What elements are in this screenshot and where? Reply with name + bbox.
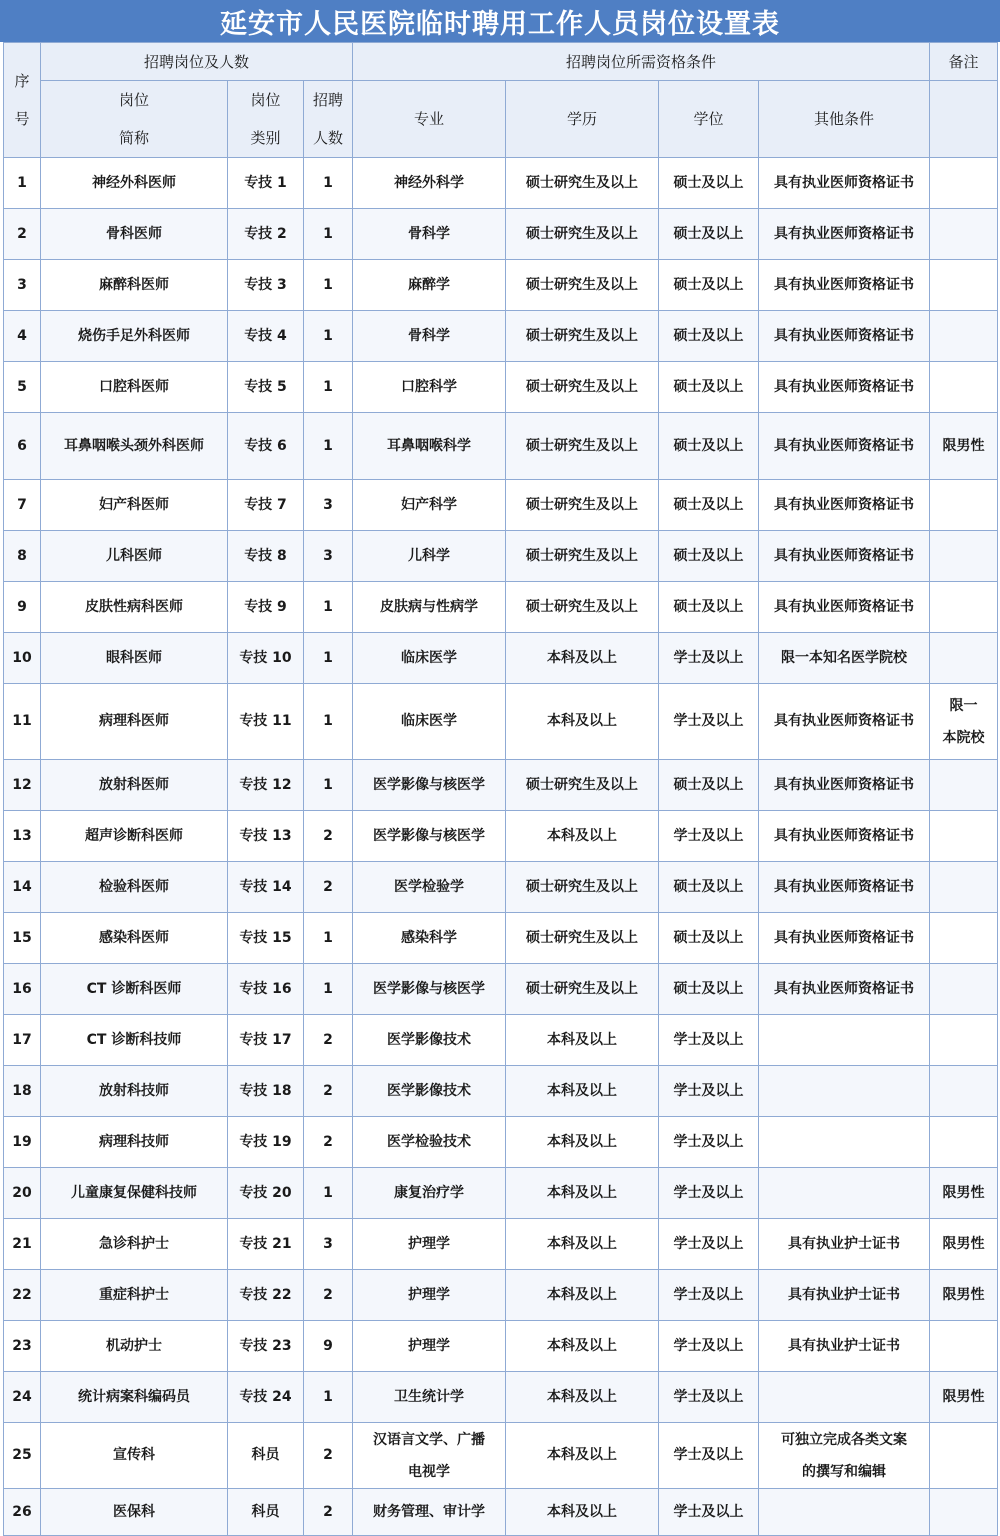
cell-post-name: 神经外科医师	[41, 158, 228, 209]
cell-post-type: 专技 13	[228, 811, 304, 862]
cell-major: 卫生统计学	[353, 1372, 506, 1423]
cell-seq: 17	[4, 1015, 41, 1066]
cell-education: 硕士研究生及以上	[506, 760, 659, 811]
cell-note	[930, 964, 998, 1015]
cell-seq: 25	[4, 1423, 41, 1489]
cell-post-name: 急诊科护士	[41, 1219, 228, 1270]
cell-education: 硕士研究生及以上	[506, 413, 659, 480]
header-degree: 学位	[659, 81, 759, 158]
cell-seq: 15	[4, 913, 41, 964]
cell-hire-count: 2	[304, 1489, 353, 1536]
table-row	[4, 209, 998, 260]
cell-hire-count: 1	[304, 311, 353, 362]
cell-major: 麻醉学	[353, 260, 506, 311]
cell-hire-count: 1	[304, 633, 353, 684]
cell-hire-count: 2	[304, 1117, 353, 1168]
cell-note: 限男性	[930, 1372, 998, 1423]
cell-post-name: 超声诊断科医师	[41, 811, 228, 862]
cell-post-type: 专技 17	[228, 1015, 304, 1066]
cell-major: 护理学	[353, 1321, 506, 1372]
cell-major: 医学影像技术	[353, 1015, 506, 1066]
cell-other	[759, 1372, 930, 1423]
table-row	[4, 1423, 998, 1489]
cell-hire-count: 1	[304, 582, 353, 633]
cell-degree: 硕士及以上	[659, 964, 759, 1015]
cell-degree: 学士及以上	[659, 811, 759, 862]
cell-education: 硕士研究生及以上	[506, 311, 659, 362]
cell-other: 具有执业医师资格证书	[759, 913, 930, 964]
cell-post-name: 统计病案科编码员	[41, 1372, 228, 1423]
cell-post-name: 医保科	[41, 1489, 228, 1536]
cell-degree: 硕士及以上	[659, 362, 759, 413]
header-hire-count: 招聘 人数	[304, 81, 353, 158]
cell-hire-count: 1	[304, 964, 353, 1015]
cell-note	[930, 1489, 998, 1536]
table-row	[4, 760, 998, 811]
cell-note	[930, 531, 998, 582]
cell-hire-count: 2	[304, 1423, 353, 1489]
cell-note: 限一 本院校	[930, 684, 998, 760]
cell-hire-count: 2	[304, 811, 353, 862]
cell-major: 感染科学	[353, 913, 506, 964]
header-seq: 序 号	[4, 43, 41, 158]
cell-other	[759, 1489, 930, 1536]
table-row	[4, 964, 998, 1015]
cell-education: 本科及以上	[506, 633, 659, 684]
cell-degree: 硕士及以上	[659, 760, 759, 811]
cell-other: 具有执业医师资格证书	[759, 760, 930, 811]
cell-post-name: 感染科医师	[41, 913, 228, 964]
cell-other: 具有执业医师资格证书	[759, 260, 930, 311]
cell-note: 限男性	[930, 1168, 998, 1219]
table-row	[4, 1321, 998, 1372]
cell-hire-count: 1	[304, 1168, 353, 1219]
table-row	[4, 362, 998, 413]
cell-hire-count: 1	[304, 362, 353, 413]
cell-major: 护理学	[353, 1270, 506, 1321]
cell-other: 具有执业医师资格证书	[759, 862, 930, 913]
cell-education: 硕士研究生及以上	[506, 913, 659, 964]
cell-degree: 学士及以上	[659, 1423, 759, 1489]
cell-education: 本科及以上	[506, 1168, 659, 1219]
table-row	[4, 684, 998, 760]
cell-major: 临床医学	[353, 684, 506, 760]
cell-seq: 10	[4, 633, 41, 684]
cell-post-type: 专技 16	[228, 964, 304, 1015]
cell-note	[930, 362, 998, 413]
cell-post-name: 骨科医师	[41, 209, 228, 260]
cell-post-name: 放射科技师	[41, 1066, 228, 1117]
cell-hire-count: 1	[304, 413, 353, 480]
table-row	[4, 811, 998, 862]
cell-post-type: 专技 14	[228, 862, 304, 913]
cell-seq: 18	[4, 1066, 41, 1117]
cell-post-name: CT 诊断科技师	[41, 1015, 228, 1066]
cell-hire-count: 9	[304, 1321, 353, 1372]
cell-post-type: 专技 22	[228, 1270, 304, 1321]
cell-hire-count: 2	[304, 1270, 353, 1321]
cell-degree: 学士及以上	[659, 1489, 759, 1536]
cell-other	[759, 1066, 930, 1117]
cell-degree: 学士及以上	[659, 633, 759, 684]
cell-seq: 5	[4, 362, 41, 413]
cell-seq: 8	[4, 531, 41, 582]
cell-major: 骨科学	[353, 209, 506, 260]
cell-note: 限男性	[930, 413, 998, 480]
cell-post-type: 专技 18	[228, 1066, 304, 1117]
cell-post-name: 儿科医师	[41, 531, 228, 582]
cell-hire-count: 1	[304, 684, 353, 760]
cell-education: 硕士研究生及以上	[506, 158, 659, 209]
cell-hire-count: 1	[304, 1372, 353, 1423]
cell-major: 耳鼻咽喉科学	[353, 413, 506, 480]
cell-education: 本科及以上	[506, 1015, 659, 1066]
cell-post-name: 口腔科医师	[41, 362, 228, 413]
cell-post-name: 机动护士	[41, 1321, 228, 1372]
table-row	[4, 1372, 998, 1423]
cell-post-type: 专技 7	[228, 480, 304, 531]
table-row	[4, 531, 998, 582]
cell-degree: 学士及以上	[659, 1372, 759, 1423]
cell-education: 硕士研究生及以上	[506, 362, 659, 413]
cell-major: 护理学	[353, 1219, 506, 1270]
cell-seq: 14	[4, 862, 41, 913]
cell-note	[930, 209, 998, 260]
cell-note: 限男性	[930, 1270, 998, 1321]
cell-note	[930, 1321, 998, 1372]
cell-post-type: 科员	[228, 1423, 304, 1489]
cell-other: 具有执业护士证书	[759, 1219, 930, 1270]
cell-seq: 19	[4, 1117, 41, 1168]
header-post-type: 岗位 类别	[228, 81, 304, 158]
table-row	[4, 1489, 998, 1536]
cell-education: 硕士研究生及以上	[506, 209, 659, 260]
cell-other: 具有执业医师资格证书	[759, 311, 930, 362]
table-body	[4, 158, 998, 1536]
table-title: 延安市人民医院临时聘用工作人员岗位设置表	[0, 0, 1000, 42]
cell-education: 本科及以上	[506, 1219, 659, 1270]
cell-other	[759, 1015, 930, 1066]
cell-note: 限男性	[930, 1219, 998, 1270]
cell-note	[930, 811, 998, 862]
cell-seq: 24	[4, 1372, 41, 1423]
table-row	[4, 633, 998, 684]
cell-seq: 23	[4, 1321, 41, 1372]
cell-degree: 学士及以上	[659, 1270, 759, 1321]
cell-post-type: 专技 1	[228, 158, 304, 209]
table-row	[4, 158, 998, 209]
cell-hire-count: 2	[304, 1066, 353, 1117]
cell-education: 本科及以上	[506, 1423, 659, 1489]
cell-post-type: 专技 15	[228, 913, 304, 964]
cell-degree: 硕士及以上	[659, 209, 759, 260]
cell-note	[930, 158, 998, 209]
cell-post-name: 病理科技师	[41, 1117, 228, 1168]
cell-post-type: 专技 5	[228, 362, 304, 413]
cell-major: 临床医学	[353, 633, 506, 684]
cell-degree: 学士及以上	[659, 1015, 759, 1066]
cell-education: 本科及以上	[506, 684, 659, 760]
header-group-post: 招聘岗位及人数	[41, 43, 353, 81]
cell-note	[930, 1423, 998, 1489]
position-table	[3, 42, 998, 1536]
cell-seq: 16	[4, 964, 41, 1015]
cell-other: 具有执业医师资格证书	[759, 209, 930, 260]
cell-major: 财务管理、审计学	[353, 1489, 506, 1536]
cell-other: 具有执业医师资格证书	[759, 582, 930, 633]
table-row	[4, 1015, 998, 1066]
cell-post-type: 专技 11	[228, 684, 304, 760]
cell-major: 康复治疗学	[353, 1168, 506, 1219]
cell-post-name: 妇产科医师	[41, 480, 228, 531]
cell-education: 硕士研究生及以上	[506, 964, 659, 1015]
cell-post-type: 专技 12	[228, 760, 304, 811]
cell-seq: 3	[4, 260, 41, 311]
cell-note	[930, 260, 998, 311]
cell-education: 硕士研究生及以上	[506, 480, 659, 531]
cell-education: 硕士研究生及以上	[506, 531, 659, 582]
cell-major: 口腔科学	[353, 362, 506, 413]
cell-major: 皮肤病与性病学	[353, 582, 506, 633]
cell-post-type: 专技 23	[228, 1321, 304, 1372]
cell-major: 医学影像技术	[353, 1066, 506, 1117]
cell-hire-count: 2	[304, 1015, 353, 1066]
cell-post-type: 专技 8	[228, 531, 304, 582]
cell-seq: 4	[4, 311, 41, 362]
cell-post-name: 检验科医师	[41, 862, 228, 913]
table-row	[4, 913, 998, 964]
cell-post-type: 专技 19	[228, 1117, 304, 1168]
cell-degree: 硕士及以上	[659, 311, 759, 362]
cell-post-name: 病理科医师	[41, 684, 228, 760]
header-row-group	[4, 43, 998, 81]
table-row	[4, 582, 998, 633]
cell-seq: 7	[4, 480, 41, 531]
cell-education: 硕士研究生及以上	[506, 862, 659, 913]
cell-other: 具有执业护士证书	[759, 1270, 930, 1321]
cell-other: 限一本知名医学院校	[759, 633, 930, 684]
cell-other: 具有执业医师资格证书	[759, 158, 930, 209]
cell-note	[930, 760, 998, 811]
cell-other: 具有执业医师资格证书	[759, 531, 930, 582]
header-post-name: 岗位 简称	[41, 81, 228, 158]
cell-seq: 11	[4, 684, 41, 760]
header-note: 备注	[930, 43, 998, 81]
cell-post-name: 耳鼻咽喉头颈外科医师	[41, 413, 228, 480]
cell-note	[930, 1015, 998, 1066]
header-other: 其他条件	[759, 81, 930, 158]
cell-degree: 硕士及以上	[659, 582, 759, 633]
cell-major: 医学影像与核医学	[353, 964, 506, 1015]
cell-education: 本科及以上	[506, 1066, 659, 1117]
cell-seq: 6	[4, 413, 41, 480]
cell-other: 具有执业医师资格证书	[759, 684, 930, 760]
cell-note	[930, 480, 998, 531]
table-row	[4, 1219, 998, 1270]
table-row	[4, 480, 998, 531]
table-row	[4, 260, 998, 311]
cell-degree: 硕士及以上	[659, 413, 759, 480]
cell-post-name: CT 诊断科医师	[41, 964, 228, 1015]
cell-post-type: 专技 21	[228, 1219, 304, 1270]
cell-major: 医学影像与核医学	[353, 811, 506, 862]
cell-post-type: 专技 9	[228, 582, 304, 633]
cell-seq: 2	[4, 209, 41, 260]
cell-major: 医学影像与核医学	[353, 760, 506, 811]
cell-education: 本科及以上	[506, 1321, 659, 1372]
cell-post-type: 专技 24	[228, 1372, 304, 1423]
cell-other	[759, 1168, 930, 1219]
cell-degree: 硕士及以上	[659, 260, 759, 311]
cell-note	[930, 862, 998, 913]
cell-major: 妇产科学	[353, 480, 506, 531]
cell-post-name: 皮肤性病科医师	[41, 582, 228, 633]
table-row	[4, 862, 998, 913]
cell-degree: 学士及以上	[659, 1168, 759, 1219]
table-row	[4, 1168, 998, 1219]
cell-degree: 学士及以上	[659, 1219, 759, 1270]
table-row	[4, 311, 998, 362]
cell-seq: 12	[4, 760, 41, 811]
cell-major: 骨科学	[353, 311, 506, 362]
cell-degree: 学士及以上	[659, 1117, 759, 1168]
cell-education: 本科及以上	[506, 1270, 659, 1321]
cell-note	[930, 311, 998, 362]
cell-degree: 硕士及以上	[659, 531, 759, 582]
table-row	[4, 1117, 998, 1168]
cell-other: 具有执业护士证书	[759, 1321, 930, 1372]
cell-other	[759, 1117, 930, 1168]
cell-degree: 学士及以上	[659, 684, 759, 760]
cell-education: 硕士研究生及以上	[506, 582, 659, 633]
cell-hire-count: 1	[304, 158, 353, 209]
cell-post-name: 儿童康复保健科技师	[41, 1168, 228, 1219]
cell-post-name: 放射科医师	[41, 760, 228, 811]
cell-post-name: 眼科医师	[41, 633, 228, 684]
cell-major: 医学检验技术	[353, 1117, 506, 1168]
cell-degree: 学士及以上	[659, 1321, 759, 1372]
cell-post-type: 专技 2	[228, 209, 304, 260]
cell-seq: 13	[4, 811, 41, 862]
cell-degree: 硕士及以上	[659, 913, 759, 964]
cell-degree: 硕士及以上	[659, 480, 759, 531]
cell-seq: 9	[4, 582, 41, 633]
cell-degree: 硕士及以上	[659, 158, 759, 209]
cell-other: 具有执业医师资格证书	[759, 811, 930, 862]
cell-degree: 硕士及以上	[659, 862, 759, 913]
cell-education: 本科及以上	[506, 811, 659, 862]
table-row	[4, 1270, 998, 1321]
cell-post-type: 专技 10	[228, 633, 304, 684]
cell-post-type: 专技 6	[228, 413, 304, 480]
cell-note	[930, 913, 998, 964]
cell-other: 可独立完成各类文案 的撰写和编辑	[759, 1423, 930, 1489]
cell-other: 具有执业医师资格证书	[759, 480, 930, 531]
cell-other: 具有执业医师资格证书	[759, 964, 930, 1015]
table-row	[4, 413, 998, 480]
cell-post-type: 专技 3	[228, 260, 304, 311]
cell-other: 具有执业医师资格证书	[759, 413, 930, 480]
cell-degree: 学士及以上	[659, 1066, 759, 1117]
cell-major: 神经外科学	[353, 158, 506, 209]
cell-post-name: 烧伤手足外科医师	[41, 311, 228, 362]
cell-seq: 22	[4, 1270, 41, 1321]
cell-major: 医学检验学	[353, 862, 506, 913]
cell-note	[930, 1117, 998, 1168]
cell-seq: 21	[4, 1219, 41, 1270]
cell-hire-count: 3	[304, 1219, 353, 1270]
cell-major: 儿科学	[353, 531, 506, 582]
cell-other: 具有执业医师资格证书	[759, 362, 930, 413]
cell-hire-count: 2	[304, 862, 353, 913]
cell-post-name: 宣传科	[41, 1423, 228, 1489]
cell-seq: 1	[4, 158, 41, 209]
cell-note	[930, 582, 998, 633]
header-row-columns	[4, 81, 998, 158]
cell-note	[930, 1066, 998, 1117]
cell-post-name: 麻醉科医师	[41, 260, 228, 311]
header-note-blank	[930, 81, 998, 158]
header-major: 专业	[353, 81, 506, 158]
header-education: 学历	[506, 81, 659, 158]
cell-seq: 26	[4, 1489, 41, 1536]
cell-major: 汉语言文学、广播 电视学	[353, 1423, 506, 1489]
cell-post-type: 专技 20	[228, 1168, 304, 1219]
cell-hire-count: 1	[304, 260, 353, 311]
cell-education: 本科及以上	[506, 1372, 659, 1423]
cell-hire-count: 3	[304, 531, 353, 582]
cell-post-type: 科员	[228, 1489, 304, 1536]
cell-post-type: 专技 4	[228, 311, 304, 362]
cell-hire-count: 3	[304, 480, 353, 531]
cell-hire-count: 1	[304, 913, 353, 964]
cell-note	[930, 633, 998, 684]
cell-hire-count: 1	[304, 760, 353, 811]
cell-seq: 20	[4, 1168, 41, 1219]
table-row	[4, 1066, 998, 1117]
cell-education: 硕士研究生及以上	[506, 260, 659, 311]
header-group-requirements: 招聘岗位所需资格条件	[353, 43, 930, 81]
cell-post-name: 重症科护士	[41, 1270, 228, 1321]
cell-education: 本科及以上	[506, 1117, 659, 1168]
cell-education: 本科及以上	[506, 1489, 659, 1536]
cell-hire-count: 1	[304, 209, 353, 260]
